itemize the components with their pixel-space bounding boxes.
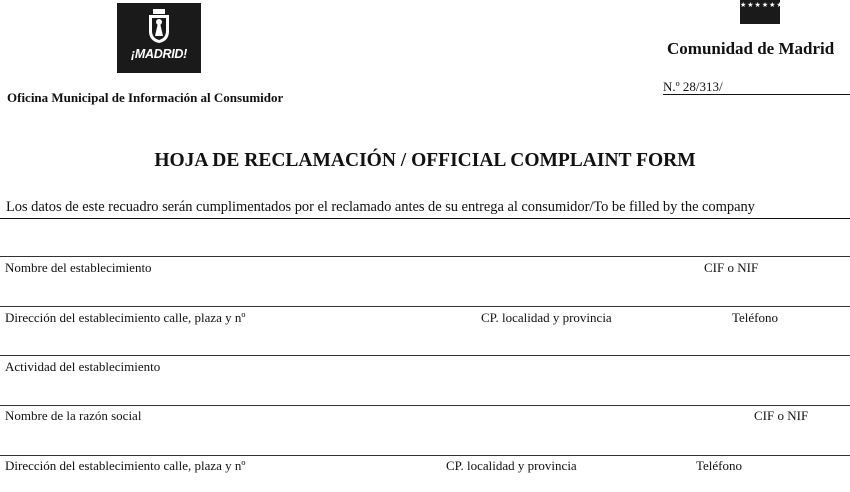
comunidad-de-madrid-text: Comunidad de Madrid	[667, 39, 835, 58]
form-number: N.º 28/313/	[663, 79, 850, 95]
label-cif-nif: CIF o NIF	[704, 260, 759, 275]
madrid-logo-text: ¡MADRID!	[131, 47, 187, 61]
field-line[interactable]	[0, 405, 850, 406]
field-line[interactable]	[0, 306, 850, 307]
form-subtitle: Los datos de este recuadro serán cumplimentados por el reclamado antes de su entrega al consumidor/To be filled by the company	[6, 199, 755, 215]
subtitle-underline	[0, 218, 850, 219]
field-line[interactable]	[0, 355, 850, 356]
comunidad-stars-icon: ★★★★★★★	[740, 1, 791, 9]
label-direccion: Dirección del establecimiento calle, plaza y nº	[5, 458, 246, 473]
label-direccion: Dirección del establecimiento calle, plaza y nº	[5, 310, 246, 325]
label-cp-localidad: CP. localidad y provincia	[481, 310, 612, 325]
comunidad-madrid-logo	[740, 0, 791, 24]
label-cp-localidad: CP. localidad y provincia	[446, 458, 577, 473]
label-nombre-establecimiento: Nombre del establecimiento	[5, 260, 152, 275]
office-name: Oficina Municipal de Información al Consumidor	[7, 90, 284, 105]
madrid-coat-of-arms-icon	[147, 9, 171, 43]
madrid-logo	[117, 3, 201, 73]
label-telefono: Teléfono	[696, 458, 743, 473]
label-telefono: Teléfono	[732, 310, 779, 325]
form-title: HOJA DE RECLAMACIÓN / OFFICIAL COMPLAINT FORM	[154, 150, 696, 171]
label-cif-nif: CIF o NIF	[754, 408, 809, 423]
label-actividad: Actividad del establecimiento	[5, 359, 161, 374]
label-razon-social: Nombre de la razón social	[5, 408, 142, 423]
field-line[interactable]	[0, 256, 850, 257]
field-line[interactable]	[0, 455, 850, 456]
